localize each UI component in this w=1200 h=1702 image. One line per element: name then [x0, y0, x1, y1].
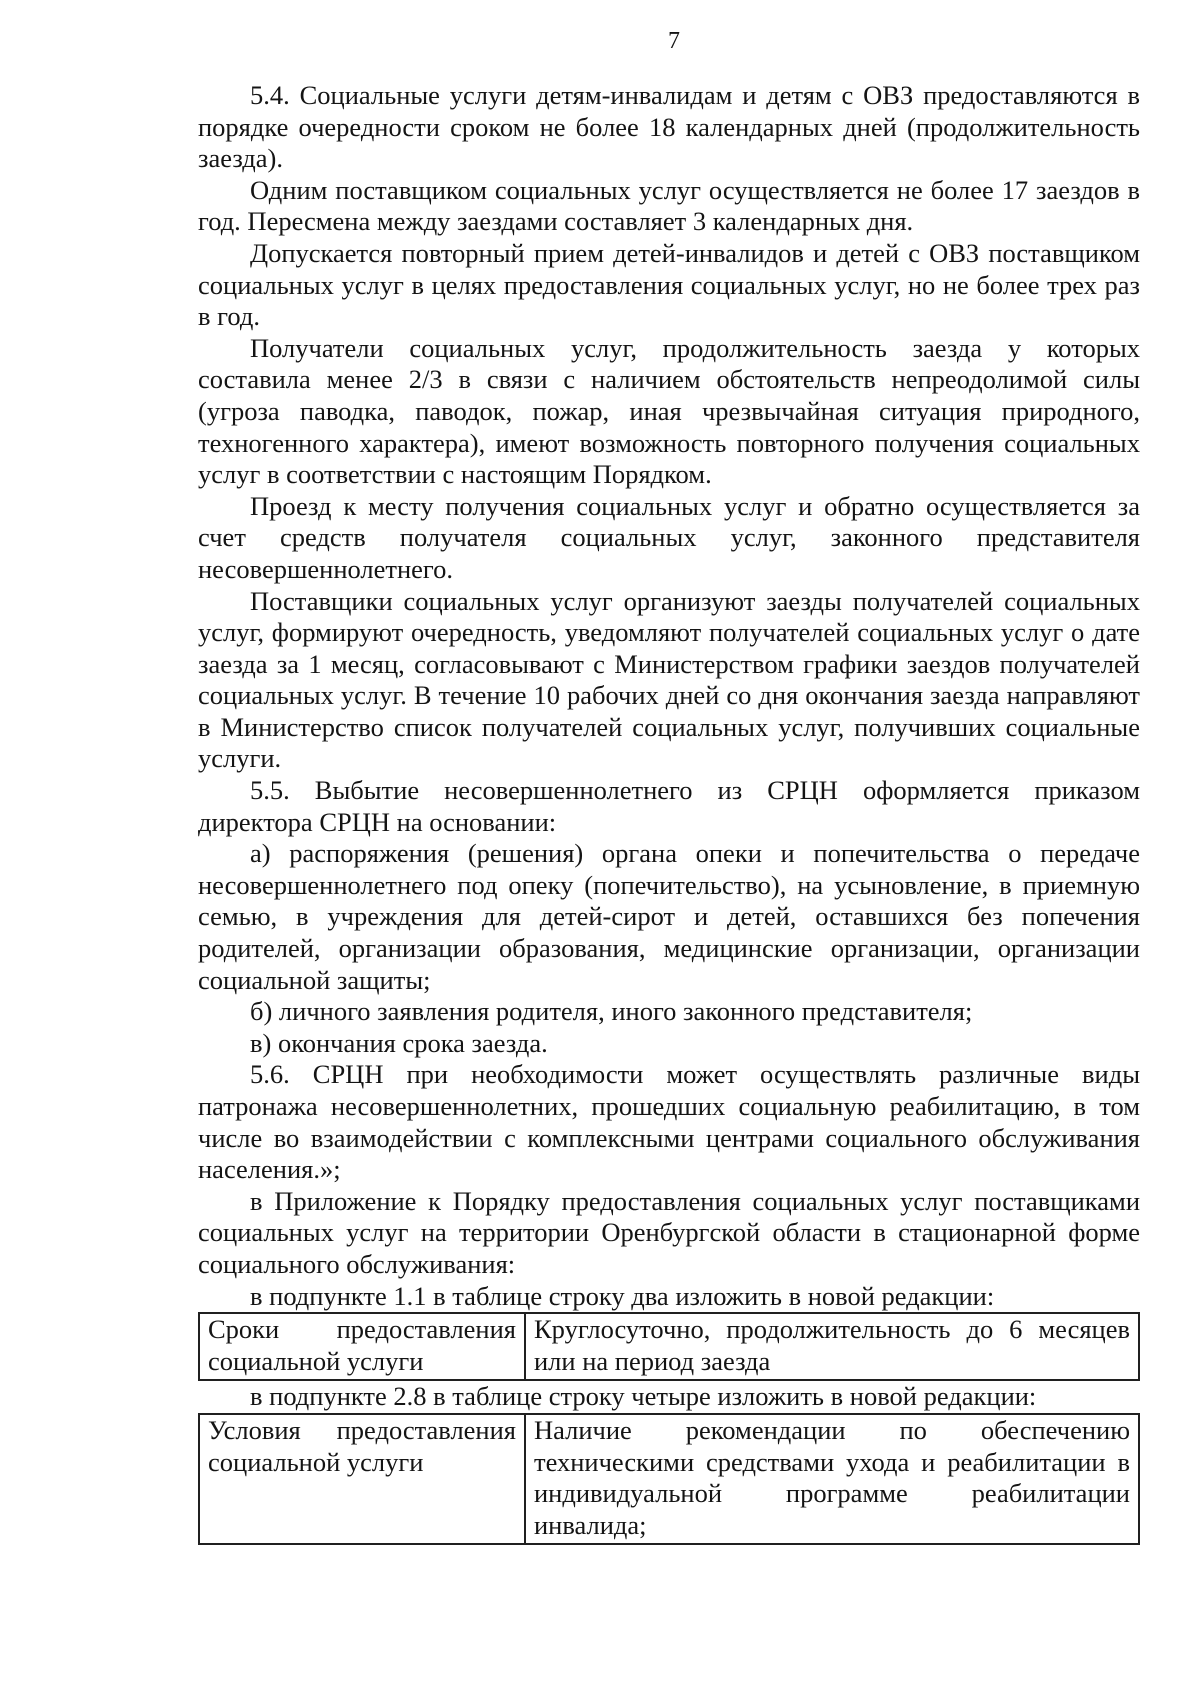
list-item-c: в) окончания срока заезда.: [250, 1027, 548, 1058]
table-cell-label: Условия предоставления социальной услуги: [199, 1414, 525, 1544]
table2-intro: в подпункте 2.8 в таблице строку четыре изложить в новой редакции:: [250, 1381, 1037, 1412]
paragraph: Поставщики социальных услуг организуют заезды получателей социальных услуг, формируют очередность, уведомляют получателей социальных услуг о дате заезда за 1 месяц, согласовывают с Министерством графики заездов получателей социальных услуг. В течение 10 рабочих дней со дня окончания заезда направляют в Министерство список получателей социальных услуг, получивших социальные услуги.: [198, 585, 1140, 774]
table-row: [199, 1414, 1139, 1544]
paragraph-appendix: в Приложение к Порядку предоставления социальных услуг поставщиками социальных услуг на территории Оренбургской области в стационарной форме социального обслуживания:: [198, 1185, 1140, 1279]
paragraph-5-5: 5.5. Выбытие несовершеннолетнего из СРЦН оформляется приказом директора СРЦН на основании:: [198, 775, 1140, 837]
paragraph: Допускается повторный прием детей-инвалидов и детей с ОВЗ поставщиком социальных услуг в целях предоставления социальных услуг, но не более трех раз в год.: [198, 237, 1140, 332]
table-2: [198, 1413, 1140, 1545]
paragraph: Проезд к месту получения социальных услуг и обратно осуществляется за счет средств получателя социальных услуг, законного представителя несовершеннолетнего.: [198, 490, 1140, 584]
list-item-a: а) распоряжения (решения) органа опеки и попечительства о передаче несовершеннолетнего под опеку (попечительство), на усыновление, в приемную семью, в учреждения для детей-сирот и детей, оставшихся без попечения родителей, организации образования, медицинские организации, организации социальной защиты;: [198, 838, 1140, 995]
table-cell-value: Круглосуточно, продолжительность до 6 месяцев или на период заезда: [525, 1313, 1139, 1380]
table-cell-value: Наличие рекомендации по обеспечению техническими средствами ухода и реабилитации в индивидуальной программе реабилитации инвалида;: [525, 1414, 1139, 1544]
table-cell-label: Сроки предоставления социальной услуги: [199, 1313, 525, 1380]
paragraph-5-6: 5.6. СРЦН при необходимости может осуществлять различные виды патронажа несовершеннолетних, прошедших социальную реабилитацию, в том числе во взаимодействии с комплексными центрами социального обслуживания населения.»;: [198, 1059, 1140, 1185]
paragraph: Одним поставщиком социальных услуг осуществляется не более 17 заездов в год. Пересмена между заездами составляет 3 календарных дня.: [198, 174, 1140, 237]
page-number: 7: [668, 28, 680, 54]
list-item-b: б) личного заявления родителя, иного законного представителя;: [250, 996, 973, 1027]
paragraph-5-4: 5.4. Социальные услуги детям-инвалидам и детям с ОВЗ предоставляются в порядке очередности сроком не более 18 календарных дней (продолжительность заезда).: [198, 80, 1140, 174]
table1-intro: в подпункте 1.1 в таблице строку два изложить в новой редакции:: [250, 1280, 995, 1311]
table-row: [199, 1313, 1139, 1380]
document-body: [198, 80, 1140, 1545]
table-1: [198, 1312, 1140, 1381]
paragraph: Получатели социальных услуг, продолжительность заезда у которых составила менее 2/3 в связи с наличием обстоятельств непреодолимой силы (угроза паводка, паводок, пожар, иная чрезвычайная ситуация природного, техногенного характера), имеют возможность повторного получения социальных услуг в соответствии с настоящим Порядком.: [198, 332, 1140, 490]
